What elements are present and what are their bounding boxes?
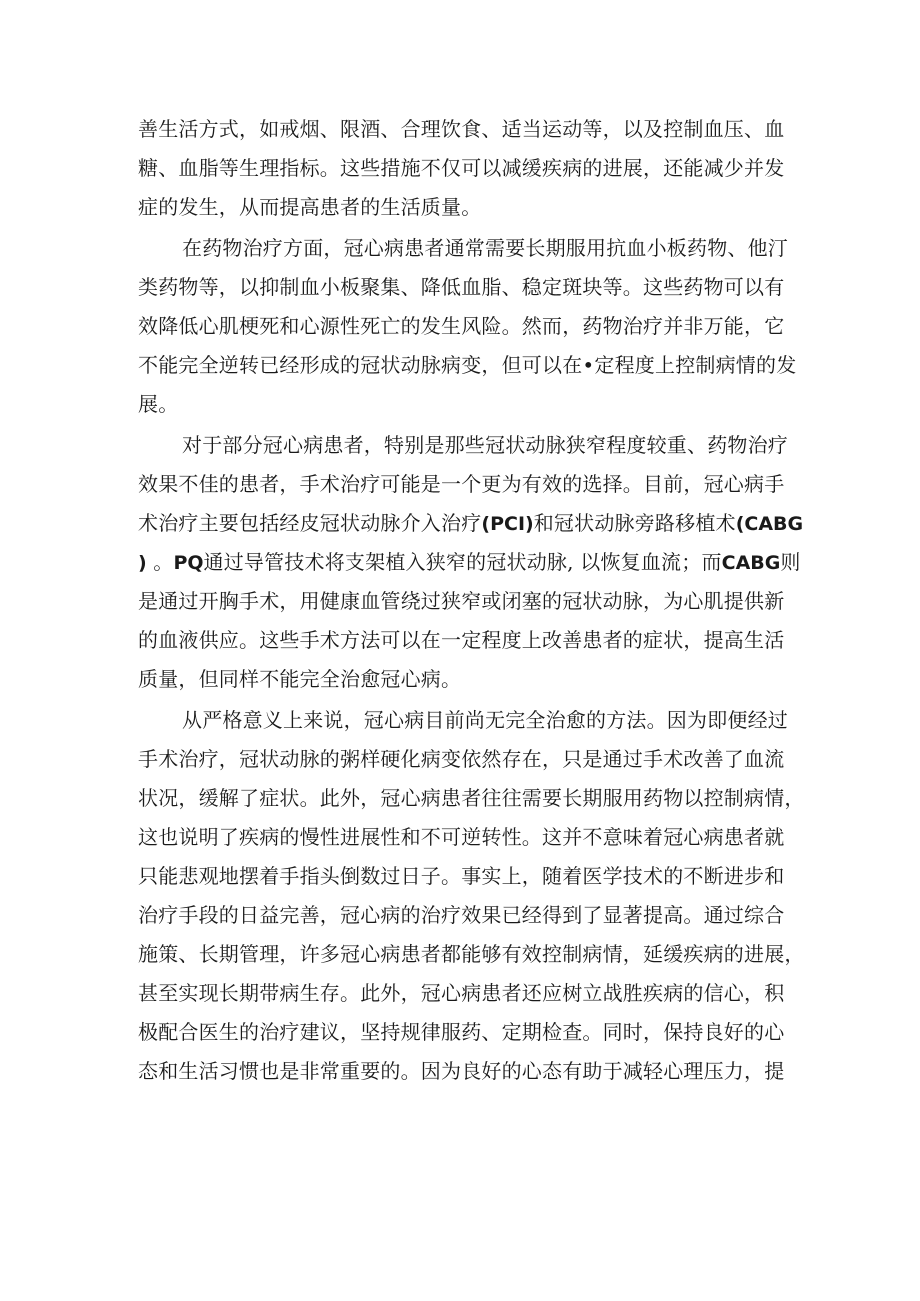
- text-line: 效降低心肌梗死和心源性死亡的发生风险。然而，药物治疗并非万能，它: [138, 314, 785, 338]
- text-line: 不能完全逆转已经形成的冠状动脉病变，但可以在•定程度上控制病情的发: [138, 353, 797, 377]
- text-line: 甚至实现长期带病生存。此外，冠心病患者还应树立战胜疾病的信心，积: [138, 981, 785, 1005]
- text-line: 施策、长期管理，许多冠心病患者都能够有效控制病情，延缓疾病的进展，: [138, 942, 805, 966]
- latin-term: ): [138, 552, 147, 574]
- latin-term: (PCI): [481, 513, 534, 535]
- latin-term: CABG: [721, 552, 781, 574]
- text-span: 通过导管技术将支架植入狭窄的冠状动脉, 以恢复血流；而: [203, 550, 722, 574]
- text-line: 的血液供应。这些手术方法可以在一定程度上改善患者的症状，提高生活: [138, 628, 785, 652]
- text-line: 症的发生，从而提高患者的生活质量。: [138, 195, 482, 219]
- text-line: 善生活方式，如戒烟、限酒、合理饮食、适当运动等，以及控制血压、血: [138, 117, 785, 141]
- text-line: 这也说明了疾病的慢性进展性和不可逆转性。这并不意味着冠心病患者就: [138, 825, 785, 849]
- text-line: 态和生活习惯也是非常重要的。因为良好的心态有助于减轻心理压力，提: [138, 1059, 785, 1083]
- text-line: 极配合医生的治疗建议，坚持规律服药、定期检查。同时，保持良好的心: [138, 1020, 785, 1044]
- latin-term: PQ: [173, 552, 204, 574]
- text-line: 是通过开胸手术，用健康血管绕过狭窄或闭塞的冠状动脉，为心肌提供新: [138, 589, 785, 613]
- text-line: 展。: [138, 392, 179, 416]
- text-line: 在药物治疗方面，冠心病患者通常需要长期服用抗血小板药物、他汀: [182, 236, 788, 260]
- text-span: 术治疗主要包括经皮冠状动脉介入治疗: [138, 511, 482, 535]
- text-line: 治疗手段的日益完善，冠心病的治疗效果已经得到了显著提高。通过综合: [138, 903, 785, 927]
- text-line: 从严格意义上来说，冠心病目前尚无完全治愈的方法。因为即便经过: [182, 708, 788, 732]
- text-span: 则: [780, 550, 801, 574]
- text-line: 对于部分冠心病患者，特别是那些冠状动脉狭窄程度较重、药物治疗: [182, 433, 788, 457]
- text-line: [138, 545, 801, 579]
- text-line: 效果不佳的患者，手术治疗可能是一个更为有效的选择。目前，冠心病手: [138, 472, 785, 496]
- text-line: 手术治疗，冠状动脉的粥样硬化病变依然存在，只是通过手术改善了血流: [138, 747, 785, 771]
- text-line: 质量，但同样不能完全治愈冠心病。: [138, 667, 462, 691]
- text-line: [138, 506, 804, 540]
- latin-term: (CABG: [735, 513, 804, 535]
- text-line: 类药物等，以抑制血小板聚集、降低血脂、稳定斑块等。这些药物可以有: [138, 275, 785, 299]
- text-line: 糖、血脂等生理指标。这些措施不仅可以减缓疾病的进展，还能减少并发: [138, 156, 785, 180]
- text-span: 和冠状动脉旁路移植术: [533, 511, 736, 535]
- text-line: 只能悲观地摆着手指头倒数过日子。事实上，随着医学技术的不断进步和: [138, 864, 785, 888]
- text-line: 状况，缓解了症状。此外，冠心病患者往往需要长期服用药物以控制病情，: [138, 786, 805, 810]
- text-span: 。: [146, 550, 174, 574]
